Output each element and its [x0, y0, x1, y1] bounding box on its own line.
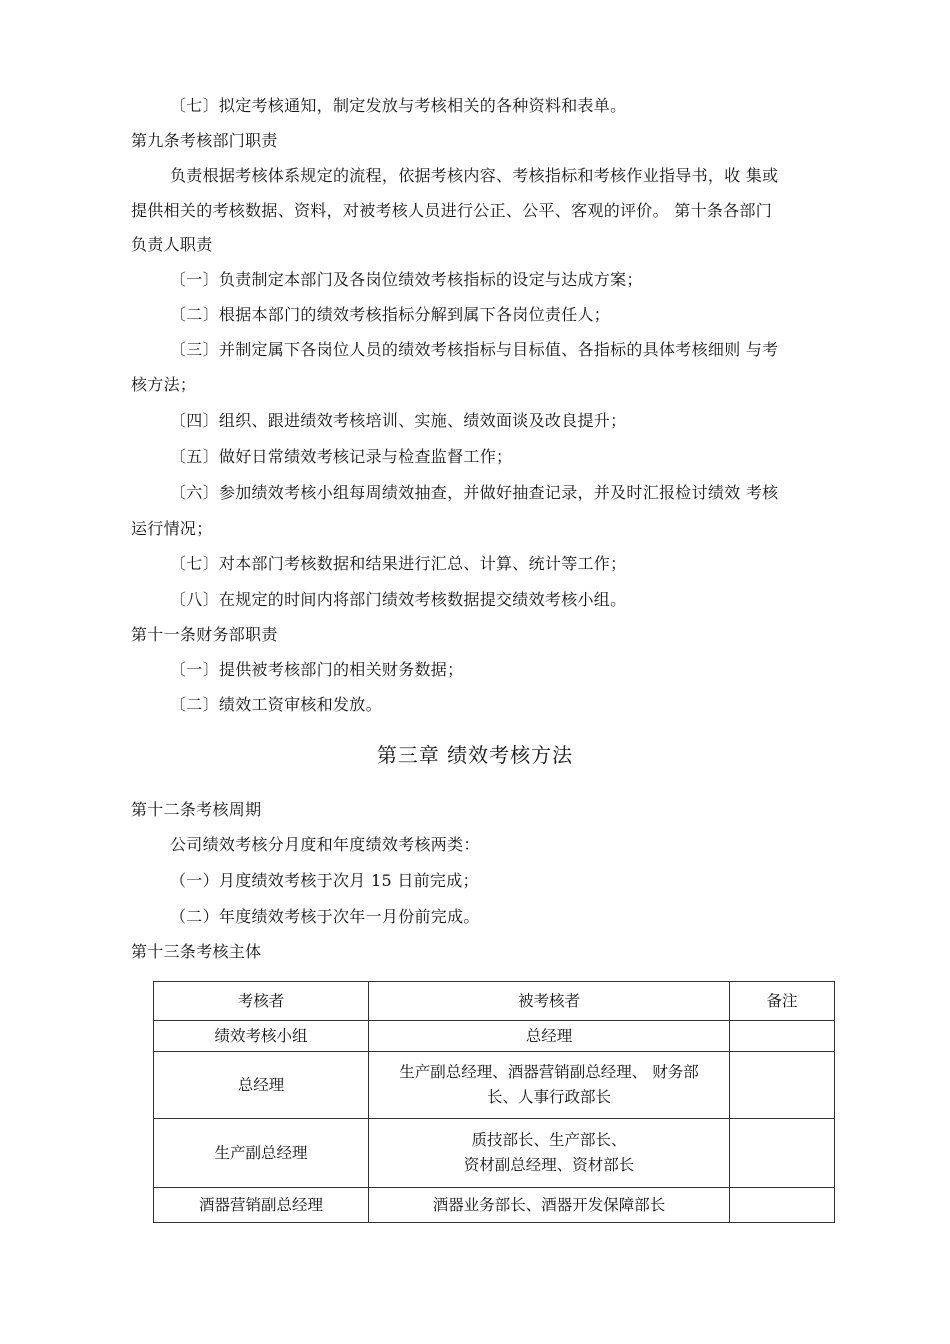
list-item: （一）月度绩效考核于次月 15 日前完成；: [170, 871, 479, 890]
list-item: （二）年度绩效考核于次年一月份前完成。: [170, 907, 480, 926]
cell-line: 长、人事行政部长: [486, 1088, 611, 1106]
paragraph: 负责人职责: [131, 235, 213, 254]
list-item: 〔二〕根据本部门的绩效考核指标分解到属下各岗位责任人；: [170, 305, 611, 324]
list-item: 〔二〕绩效工资审核和发放。: [170, 695, 382, 714]
list-item: 〔三〕并制定属下各岗位人员的绩效考核指标与目标值、各指标的具体考核细则 与考: [170, 340, 779, 359]
table-row: [154, 1021, 835, 1052]
list-item: 〔六〕参加绩效考核小组每周绩效抽查，并做好抽查记录，并及时汇报检讨绩效 考核: [170, 483, 779, 502]
cell-note: [730, 1021, 835, 1052]
header-note: 备注: [730, 982, 835, 1021]
list-item-continuation: 运行情况；: [131, 519, 213, 538]
list-item: 〔一〕负责制定本部门及各岗位绩效考核指标的设定与达成方案；: [170, 270, 643, 289]
cell-assessee: 总经理: [369, 1021, 730, 1052]
list-item: 〔八〕在规定的时间内将部门绩效考核数据提交绩效考核小组。: [170, 590, 627, 609]
cell-line: 质技部长、生产部长、: [471, 1131, 627, 1149]
table-row: [154, 1052, 835, 1119]
table-header-row: [154, 982, 835, 1021]
cell-assessor: 总经理: [154, 1052, 369, 1119]
article-heading: 第十一条财务部职责: [131, 625, 278, 644]
list-item: 〔四〕组织、跟进绩效考核培训、实施、绩效面谈及改良提升；: [170, 411, 627, 430]
cell-assessee: [369, 1119, 730, 1188]
assessment-subject-table: [153, 981, 835, 1223]
cell-assessor: 生产副总经理: [154, 1119, 369, 1188]
cell-assessee: [369, 1052, 730, 1119]
list-item-continuation: 核方法；: [131, 375, 197, 394]
header-assessor: 考核者: [154, 982, 369, 1021]
chapter-title: 第三章 绩效考核方法: [376, 743, 574, 767]
paragraph: 公司绩效考核分月度和年度绩效考核两类：: [170, 835, 480, 854]
article-heading: 第九条考核部门职责: [131, 131, 278, 150]
article-heading: 第十二条考核周期: [131, 800, 262, 819]
paragraph: 〔七〕拟定考核通知，制定发放与考核相关的各种资料和表单。: [170, 96, 627, 115]
table-row: [154, 1119, 835, 1188]
cell-assessor: 绩效考核小组: [154, 1021, 369, 1052]
list-item: 〔七〕对本部门考核数据和结果进行汇总、计算、统计等工作；: [170, 554, 627, 573]
cell-note: [730, 1119, 835, 1188]
cell-assessor: 酒器营销副总经理: [154, 1188, 369, 1223]
table-row: [154, 1188, 835, 1223]
cell-line: 生产副总经理、酒器营销副总经理、 财务部: [399, 1063, 699, 1081]
list-item: 〔五〕做好日常绩效考核记录与检查监督工作；: [170, 447, 513, 466]
cell-note: [730, 1052, 835, 1119]
cell-note: [730, 1188, 835, 1223]
list-item: 〔一〕提供被考核部门的相关财务数据；: [170, 660, 464, 679]
article-heading: 第十三条考核主体: [131, 942, 262, 961]
cell-line: 资材副总经理、资材部长: [463, 1156, 635, 1174]
paragraph: 提供相关的考核数据、资料，对被考核人员进行公正、公平、客观的评价。 第十条各部门: [131, 201, 773, 220]
header-assessee: 被考核者: [369, 982, 730, 1021]
paragraph: 负责根据考核体系规定的流程，依据考核内容、考核指标和考核作业指导书，收 集或: [170, 166, 779, 185]
cell-assessee: 酒器业务部长、酒器开发保障部长: [369, 1188, 730, 1223]
